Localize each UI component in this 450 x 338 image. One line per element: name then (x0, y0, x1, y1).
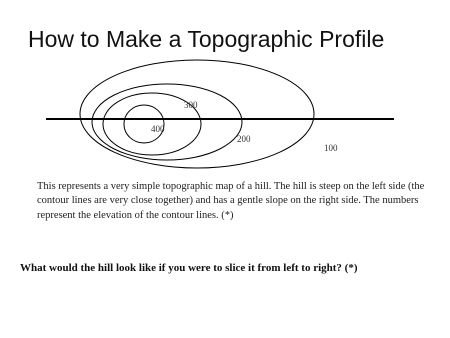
slide-title: How to Make a Topographic Profile (28, 26, 385, 52)
contour-line-100 (80, 60, 314, 168)
contour-label-100: 100 (324, 143, 338, 153)
question-text: What would the hill look like if you were to slice it from left to right? (*) (20, 262, 358, 274)
contour-label-300: 300 (184, 100, 198, 110)
contour-line-200 (92, 84, 242, 160)
contour-label-400: 400 (151, 124, 165, 134)
description-text: This represents a very simple topographic map of a hill. The hill is steep on the left side (the contour lines are very close together) and has a gentle slope on the right side. The numbers represent the elevation of the contour lines. (*) (37, 181, 425, 221)
contour-label-200: 200 (237, 134, 251, 144)
